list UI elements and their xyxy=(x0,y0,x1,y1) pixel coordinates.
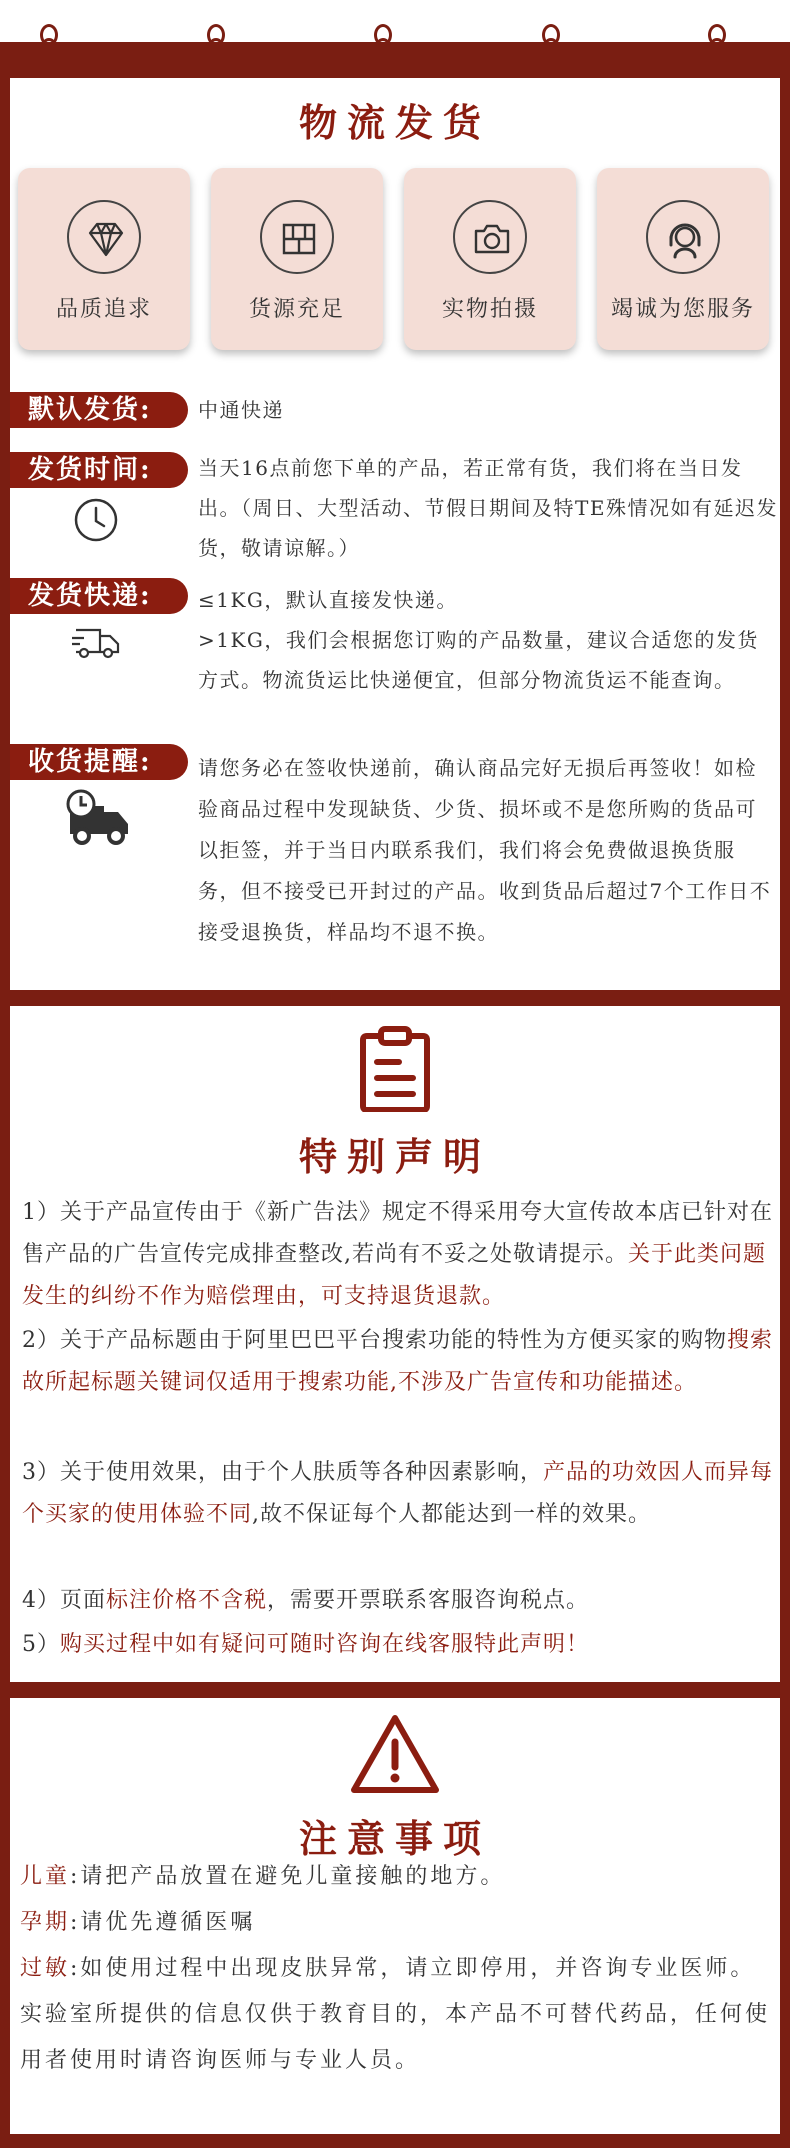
statement-item-4-tail: ，需要开票联系客服咨询税点。 xyxy=(267,1588,590,1613)
statement-item-4-text: 4）页面 xyxy=(22,1588,106,1613)
statement-title: 特别声明 xyxy=(298,1134,491,1179)
notice-label: 儿童 xyxy=(20,1864,71,1889)
statement-item-1-text: 1）关于产品宣传由于《新广告法》规定不得采用夸大宣传故本店已针对在售产品的广告宣传完成排查整改,若尚有不妥之处敬请提示。 xyxy=(22,1200,773,1267)
tag-receipt-reminder: 收货提醒: xyxy=(10,744,188,780)
statement-item-5-text: 5） xyxy=(22,1632,60,1657)
clock-icon xyxy=(72,496,120,544)
statement-item-2-highlight: 搜索故所起标题关键词仅适用于搜索功能,不涉及广告宣传和功能描述。 xyxy=(22,1328,774,1395)
notice-title: 注意事项 xyxy=(298,1816,491,1861)
notice-item-children xyxy=(20,1854,776,1900)
statement-item-3-tail: ,故不保证每个人都能达到一样的效果。 xyxy=(252,1502,652,1527)
headset-icon xyxy=(663,217,707,261)
card-service xyxy=(597,168,769,350)
diamond-icon xyxy=(84,217,128,261)
truck-icon xyxy=(70,622,122,662)
card-stock xyxy=(211,168,383,350)
tag-courier: 发货快递: xyxy=(10,578,188,614)
courier-text-2: >1KG，我们会根据您订购的产品数量，建议合适您的发货方式。物流货运比快递便宜，但部分物流货运不能查询。 xyxy=(198,628,759,692)
card-label: 品质追求 xyxy=(55,297,152,322)
delivery-truck-icon xyxy=(64,788,132,848)
statement-item-5-highlight: 购买过程中如有疑问可随时咨询在线客服特此声明！ xyxy=(60,1632,590,1657)
notice-text: :如使用过程中出现皮肤异常，请立即停用，并咨询专业医师。实验室所提供的信息仅供于教育目的，本产品不可替代药品，任何使用者使用时请咨询医师与专业人员。 xyxy=(20,1956,771,2073)
statement-item-4 xyxy=(22,1580,774,1622)
statement-item-1-highlight: 关于此类问题发生的纠纷不作为赔偿理由，可支持退货退款。 xyxy=(22,1242,767,1309)
statement-item-2-text: 2）关于产品标题由于阿里巴巴平台搜索功能的特性为方便买家的购物 xyxy=(22,1328,727,1353)
box-icon xyxy=(277,217,321,261)
notice-item-allergy xyxy=(20,1946,776,2084)
warning-icon xyxy=(348,1712,442,1796)
statement-item-4-highlight: 标注价格不含税 xyxy=(106,1588,268,1613)
tag-shipping-time: 发货时间: xyxy=(10,452,188,488)
statement-item-2 xyxy=(22,1320,774,1404)
statement-item-3-highlight: 产品的功效因人而异每个买家的使用体验不同 xyxy=(22,1460,774,1527)
tag-default-shipping: 默认发货: xyxy=(10,392,188,428)
notice-label: 孕期 xyxy=(20,1910,71,1935)
camera-icon xyxy=(470,217,514,261)
notice-text: :请把产品放置在避免儿童接触的地方。 xyxy=(70,1864,506,1889)
card-quality xyxy=(18,168,190,350)
statement-item-1 xyxy=(22,1192,774,1318)
statement-item-5 xyxy=(22,1624,774,1666)
clipboard-icon xyxy=(359,1026,431,1112)
courier-text-1: ≤1KG，默认直接发快递。 xyxy=(198,588,458,612)
default-shipping-text: 中通快递 xyxy=(198,398,284,422)
statement-item-3-text: 3）关于使用效果，由于个人肤质等各种因素影响， xyxy=(22,1460,543,1485)
logistics-title: 物流发货 xyxy=(298,100,491,145)
shipping-time-text: 当天16点前您下单的产品，若正常有货，我们将在当日发出。（周日、大型活动、节假日期间及特TE殊情况如有延迟发货，敬请谅解。） xyxy=(198,456,778,560)
notice-item-pregnancy xyxy=(20,1900,776,1946)
card-label: 货源充足 xyxy=(248,297,345,322)
statement-item-3 xyxy=(22,1452,774,1536)
card-label: 竭诚为您服务 xyxy=(610,297,755,322)
receipt-reminder-text: 请您务必在签收快递前，确认商品完好无损后再签收！如检验商品过程中发现缺货、少货、损坏或不是您所购的货品可以拒签，并于当日内联系我们，我们将会免费做退换货服务，但不接受已开封过的产品。收到货品后超过7个工作日不接受退换货，样品均不退不换。 xyxy=(198,756,772,944)
notice-text: :请优先遵循医嘱 xyxy=(70,1910,256,1935)
card-label: 实物拍摄 xyxy=(441,297,538,322)
card-photo xyxy=(404,168,576,350)
notice-label: 过敏 xyxy=(20,1956,71,1981)
